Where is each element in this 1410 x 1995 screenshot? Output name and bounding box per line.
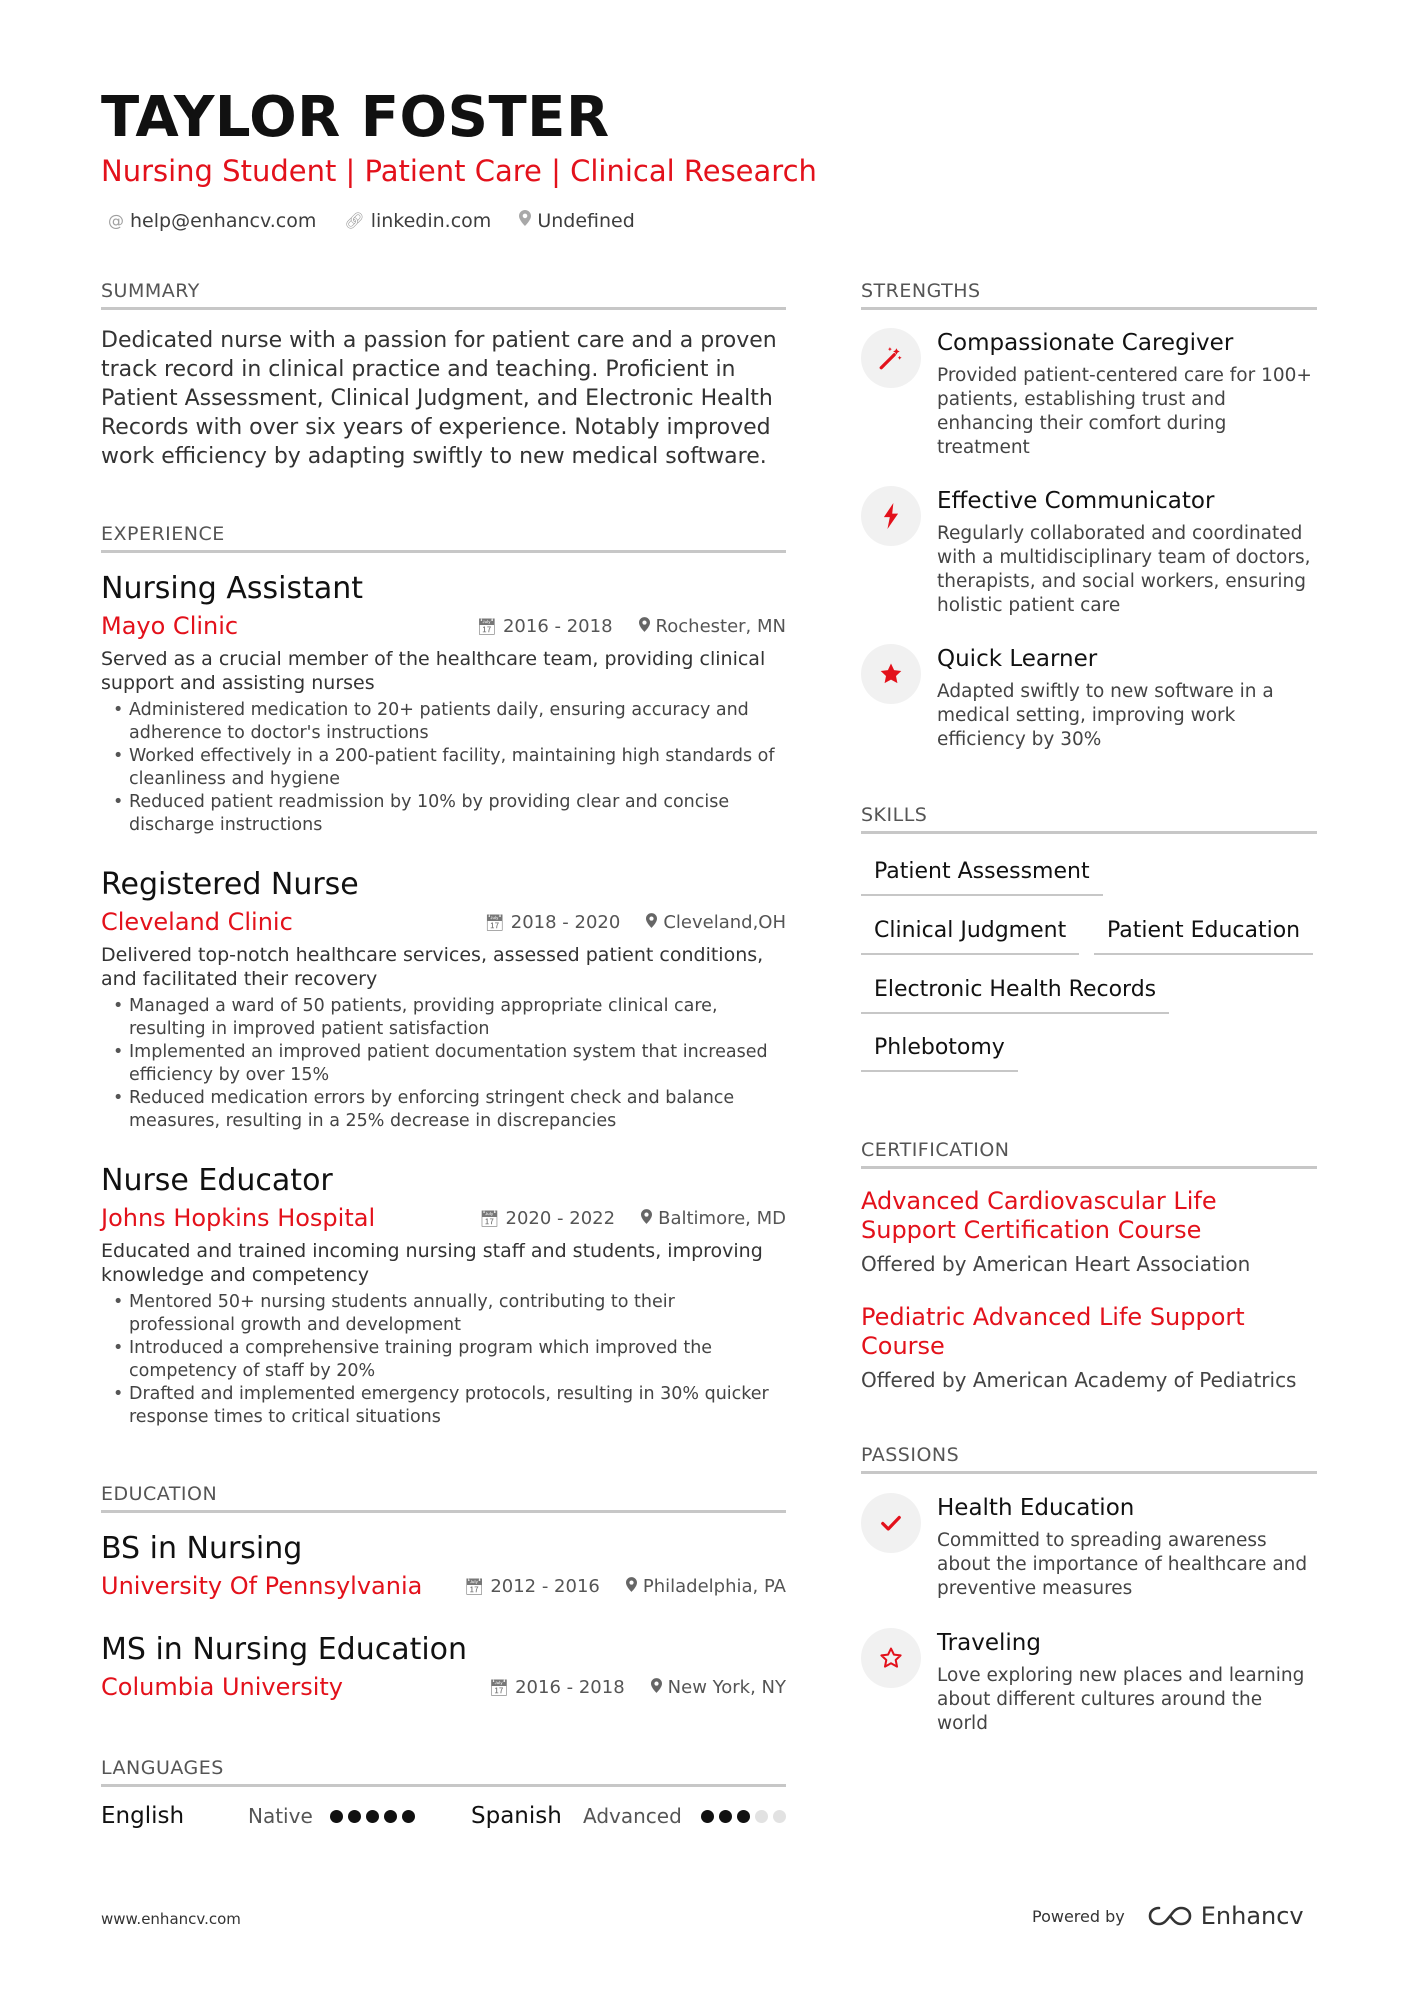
email-text: help@enhancv.com — [130, 210, 317, 232]
job-dates: 2016 - 2018 — [502, 615, 613, 637]
certification-issuer: Offered by American Academy of Pediatrics — [861, 1368, 1297, 1392]
linkedin-text: linkedin.com — [370, 210, 492, 232]
location-pin-icon — [639, 617, 650, 636]
skill-tag: Electronic Health Records — [861, 976, 1169, 1014]
headline: Nursing Student | Patient Care | Clinical Research — [101, 154, 817, 188]
location-pin-icon — [651, 1678, 662, 1697]
calendar-icon: 📅︎ — [476, 616, 497, 636]
link-icon: 🔗︎ — [344, 211, 365, 230]
strength-description: Provided patient-centered care for 100+ patients, establishing trust and enhancing their comfort during treatment — [937, 365, 1312, 458]
calendar-icon: 📅︎ — [488, 1677, 510, 1697]
bullet-item: • Administered medication to 20+ patients daily, ensuring accuracy and adherence to doctor's instructions — [101, 699, 786, 745]
strength-title: Compassionate Caregiver — [937, 330, 1234, 356]
rating-dot-filled — [366, 1810, 379, 1823]
calendar-icon: 📅︎ — [464, 1576, 485, 1596]
experience-heading: EXPERIENCE — [101, 522, 786, 553]
checkmark-icon — [861, 1493, 921, 1553]
experience-item — [101, 570, 786, 837]
job-location: Baltimore, MD — [658, 1207, 786, 1229]
location-text: Undefined — [537, 210, 635, 232]
bullet-item: • Reduced patient readmission by 10% by providing clear and concise discharge instructions — [101, 791, 786, 837]
magic-wand-icon — [861, 328, 921, 388]
contact-email[interactable] — [108, 208, 316, 234]
education-dates: 2012 - 2016 — [490, 1575, 600, 1597]
language-level: Advanced — [583, 1804, 682, 1828]
passions-heading: PASSIONS — [861, 1443, 1317, 1474]
certification-issuer: Offered by American Heart Association — [861, 1252, 1251, 1276]
job-bullets — [101, 699, 786, 837]
strength-description: Regularly collaborated and coordinated with a multidisciplinary team of doctors, therapists, and social workers, ensuring holistic patient care — [937, 523, 1311, 616]
education-location: Philadelphia, PA — [642, 1575, 786, 1597]
skill-tag: Patient Assessment — [861, 858, 1103, 896]
rating-dot-filled — [719, 1810, 732, 1823]
skill-tag: Phlebotomy — [861, 1034, 1018, 1072]
contact-linkedin[interactable] — [344, 208, 491, 234]
job-description: Delivered top-notch healthcare services, assessed patient conditions, and facilitated their recovery — [101, 944, 764, 990]
job-bullets — [101, 995, 786, 1133]
infinity-logo-icon — [1147, 1904, 1193, 1928]
footer-branding — [1032, 1902, 1304, 1930]
strength-description: Adapted swiftly to new software in a medical setting, improving work efficiency by 30% — [937, 681, 1274, 750]
job-dates: 2020 - 2022 — [505, 1207, 616, 1229]
degree-title: BS in Nursing — [101, 1531, 303, 1566]
language-level: Native — [248, 1804, 313, 1828]
rating-dot-empty — [773, 1810, 786, 1823]
job-dates: 2018 - 2020 — [510, 911, 621, 933]
language-name: Spanish — [471, 1803, 562, 1829]
education-location: New York, NY — [667, 1676, 786, 1698]
passion-title: Traveling — [937, 1630, 1041, 1656]
enhancv-logo[interactable] — [1147, 1902, 1304, 1930]
contact-location — [519, 208, 634, 234]
job-location: Rochester, MN — [655, 615, 786, 637]
company-name: Mayo Clinic — [101, 612, 239, 640]
candidate-name: TAYLOR FOSTER — [101, 85, 610, 150]
school-name: Columbia University — [101, 1673, 344, 1701]
language-rating — [701, 1810, 786, 1823]
lightning-icon — [861, 486, 921, 546]
summary-heading: SUMMARY — [101, 279, 786, 310]
job-description: Served as a crucial member of the healthcare team, providing clinical support and assisting nurses — [101, 648, 766, 694]
degree-title: MS in Nursing Education — [101, 1632, 468, 1667]
certification-title: Pediatric Advanced Life Support Course — [861, 1303, 1245, 1360]
calendar-icon: 📅︎ — [484, 912, 505, 932]
languages-heading: LANGUAGES — [101, 1756, 786, 1787]
calendar-icon: 📅︎ — [479, 1208, 500, 1228]
brand-name: Enhancv — [1200, 1902, 1304, 1930]
at-icon: @ — [108, 211, 124, 230]
school-name: University Of Pennsylvania — [101, 1572, 423, 1600]
language-item — [101, 1803, 421, 1829]
location-pin-icon — [626, 1577, 637, 1596]
bullet-item: • Worked effectively in a 200-patient facility, maintaining high standards of cleanliness and hygiene — [101, 745, 786, 791]
bullet-item: • Implemented an improved patient documentation system that increased efficiency by over 15% — [101, 1041, 786, 1087]
rating-dot-empty — [755, 1810, 768, 1823]
bullet-item: • Managed a ward of 50 patients, providing appropriate clinical care, resulting in improved patient satisfaction — [101, 995, 786, 1041]
certification-title: Advanced Cardiovascular Life Support Certification Course — [861, 1187, 1217, 1244]
education-item — [101, 1530, 786, 1601]
skill-tag: Clinical Judgment — [861, 917, 1079, 955]
location-pin-icon — [519, 208, 531, 234]
job-bullets — [101, 1291, 786, 1429]
summary-text: Dedicated nurse with a passion for patient care and a proven track record in clinical practice and teaching. Proficient in Patient Assessment, Clinical Judgment, and Electronic Health Records with over six years of experience. Notably improved work efficiency by adapting swiftly to new medical software. — [101, 328, 777, 469]
language-item — [421, 1803, 786, 1829]
experience-item — [101, 1162, 786, 1429]
company-name: Cleveland Clinic — [101, 908, 293, 936]
job-location: Cleveland,OH — [663, 911, 786, 933]
powered-by-text: Powered by — [1032, 1906, 1125, 1926]
experience-item — [101, 866, 786, 1133]
job-title: Registered Nurse — [101, 867, 359, 902]
job-title: Nursing Assistant — [101, 571, 364, 606]
bullet-item: • Introduced a comprehensive training program which improved the competency of staff by 20% — [101, 1337, 786, 1383]
rating-dot-filled — [701, 1810, 714, 1823]
passion-description: Love exploring new places and learning about different cultures around the world — [937, 1665, 1305, 1734]
certification-item — [861, 1187, 1317, 1277]
footer-website[interactable]: www.enhancv.com — [101, 1910, 241, 1928]
job-title: Nurse Educator — [101, 1163, 333, 1198]
passion-description: Committed to spreading awareness about the importance of healthcare and preventive measures — [937, 1530, 1308, 1599]
strengths-heading: STRENGTHS — [861, 279, 1317, 310]
strength-title: Effective Communicator — [937, 488, 1215, 514]
strength-title: Quick Learner — [937, 646, 1098, 672]
star-outline-icon — [861, 1628, 921, 1688]
bullet-item: • Drafted and implemented emergency protocols, resulting in 30% quicker response times to critical situations — [101, 1383, 786, 1429]
certification-heading: CERTIFICATION — [861, 1138, 1317, 1169]
certification-item — [861, 1303, 1317, 1393]
bullet-item: • Reduced medication errors by enforcing stringent check and balance measures, resulting in a 25% decrease in discrepancies — [101, 1087, 786, 1133]
languages-row — [101, 1803, 786, 1829]
rating-dot-filled — [737, 1810, 750, 1823]
bullet-item: • Mentored 50+ nursing students annually, contributing to their professional growth and development — [101, 1291, 786, 1337]
location-pin-icon — [641, 1209, 652, 1228]
contact-info — [108, 208, 635, 234]
company-name: Johns Hopkins Hospital — [101, 1204, 376, 1232]
passion-title: Health Education — [937, 1495, 1135, 1521]
skills-heading: SKILLS — [861, 803, 1317, 834]
education-dates: 2016 - 2018 — [515, 1676, 625, 1698]
rating-dot-filled — [402, 1810, 415, 1823]
rating-dot-filled — [348, 1810, 361, 1823]
language-rating — [330, 1810, 415, 1823]
location-pin-icon — [646, 913, 657, 932]
rating-dot-filled — [330, 1810, 343, 1823]
star-icon — [861, 644, 921, 704]
skill-tag: Patient Education — [1094, 917, 1313, 955]
rating-dot-filled — [384, 1810, 397, 1823]
education-heading: EDUCATION — [101, 1482, 786, 1513]
language-name: English — [101, 1803, 185, 1829]
job-description: Educated and trained incoming nursing staff and students, improving knowledge and competency — [101, 1240, 763, 1286]
education-item — [101, 1631, 786, 1702]
